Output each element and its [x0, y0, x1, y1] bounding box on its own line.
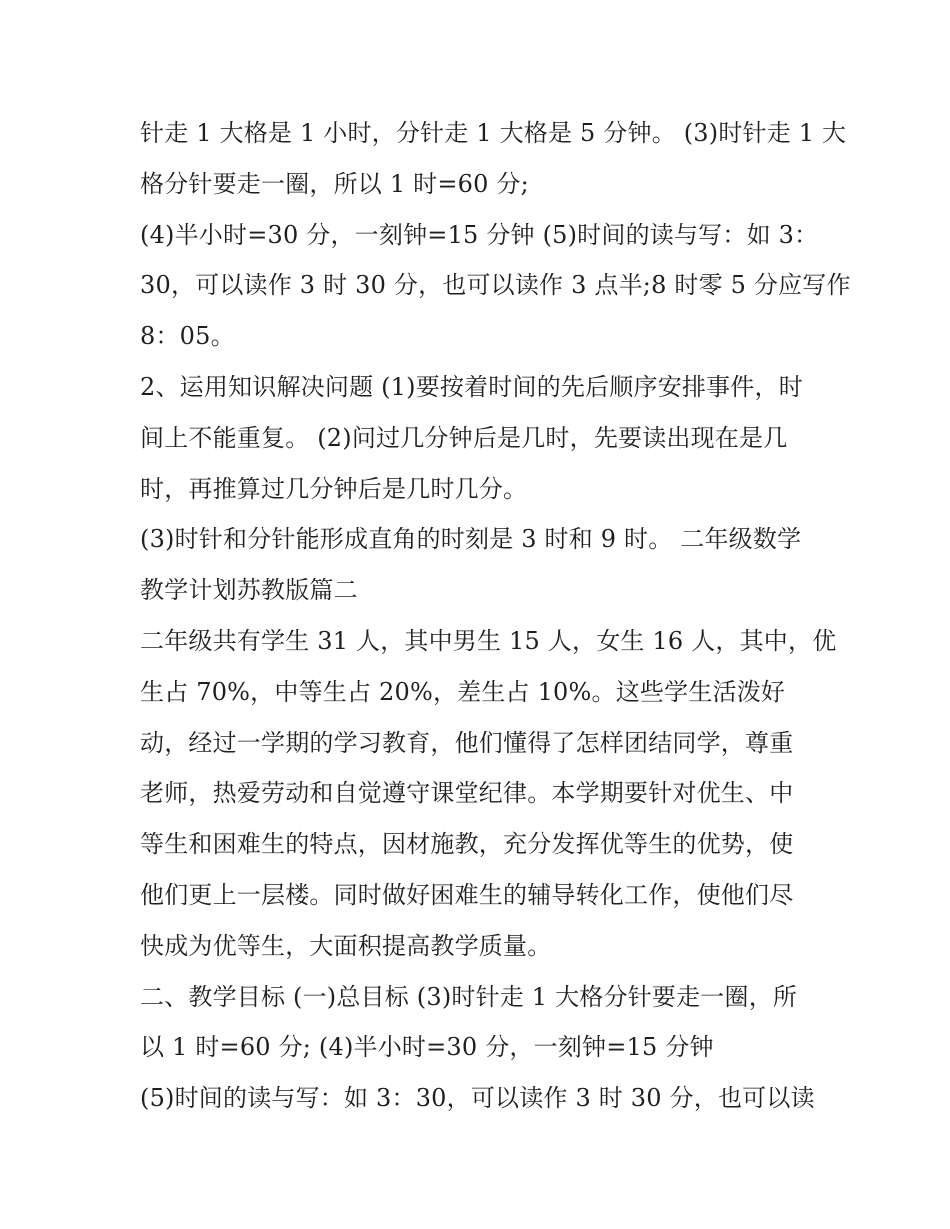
text-line: 以 1 时=60 分; (4)半小时=30 分，一刻钟=15 分钟	[140, 1033, 714, 1062]
text-line: 生占 70%，中等生占 20%，差生占 10%。这些学生活泼好	[140, 677, 786, 706]
text-line: (5)时间的读与写：如 3：30，可以读作 3 时 30 分，也可以读	[140, 1084, 815, 1113]
text-line: 30，可以读作 3 时 30 分，也可以读作 3 点半;8 时零 5 分应写作	[140, 271, 851, 300]
text-line: 2、运用知识解决问题 (1)要按着时间的先后顺序安排事件，时	[140, 372, 803, 401]
text-line: 针走 1 大格是 1 小时，分针走 1 大格是 5 分钟。 (3)时针走 1 大	[140, 119, 847, 147]
text-line: 二、教学目标 (一)总目标 (3)时针走 1 大格分针要走一圈，所	[140, 982, 798, 1011]
text-line: 等生和困难生的特点，因材施教，充分发挥优等生的优势，使	[140, 830, 794, 859]
text-line: (4)半小时=30 分，一刻钟=15 分钟 (5)时间的读与写：如 3：	[140, 220, 819, 249]
body-text	[140, 108, 851, 1124]
text-line: 教学计划苏教版篇二	[140, 576, 358, 605]
text-line: 老师，热爱劳动和自觉遵守课堂纪律。本学期要针对优生、中	[140, 779, 794, 808]
text-line: (3)时针和分针能形成直角的时刻是 3 时和 9 时。 二年级数学	[140, 525, 802, 554]
text-line: 间上不能重复。 (2)问过几分钟后是几时，先要读出现在是几	[140, 423, 788, 452]
text-line: 他们更上一层楼。同时做好困难生的辅导转化工作，使他们尽	[140, 880, 794, 909]
text-line: 8：05。	[140, 322, 235, 351]
text-line: 动，经过一学期的学习教育，他们懂得了怎样团结同学，尊重	[140, 728, 794, 757]
text-line: 快成为优等生，大面积提高教学质量。	[140, 931, 552, 960]
text-line: 格分针要走一圈，所以 1 时=60 分;	[140, 169, 529, 198]
text-line: 二年级共有学生 31 人，其中男生 15 人，女生 16 人，其中，优	[140, 626, 837, 655]
text-line: 时，再推算过几分钟后是几时几分。	[140, 474, 528, 503]
